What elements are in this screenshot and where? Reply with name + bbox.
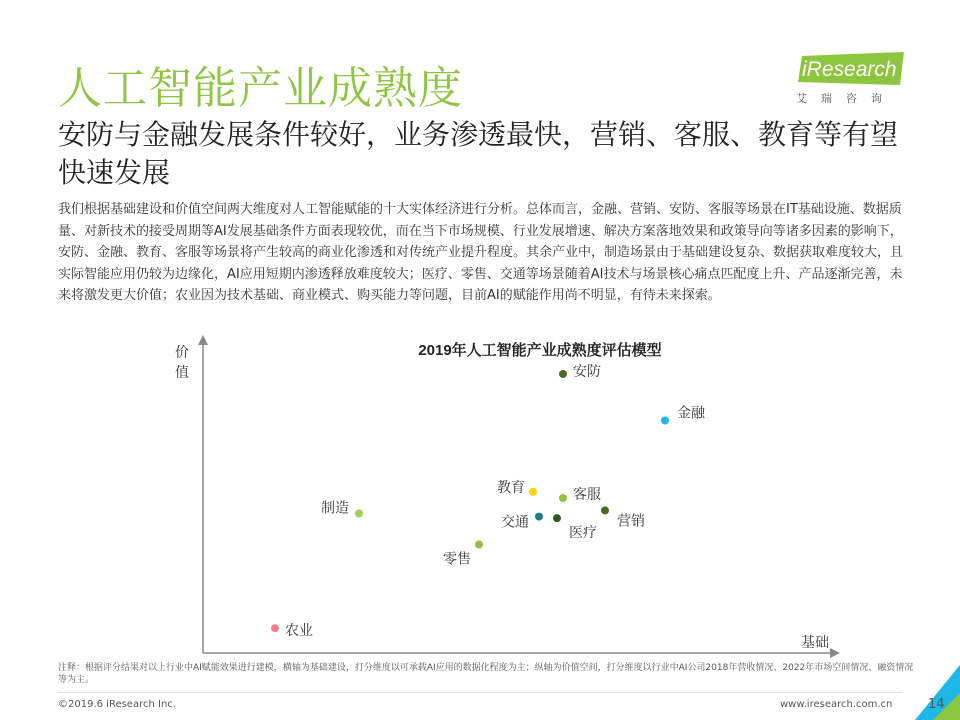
data-point-1 [661, 417, 669, 425]
scatter-chart [160, 335, 840, 660]
data-label-2: 教育 [497, 479, 525, 496]
data-point-0 [559, 370, 567, 378]
page-number: 14 [928, 697, 945, 712]
data-point-8 [475, 541, 483, 549]
chart-title: 2019年人工智能产业成熟度评估模型 [418, 342, 662, 359]
data-points [271, 364, 706, 639]
data-label-8: 零售 [443, 551, 471, 568]
y-axis-label: 价值 [175, 345, 189, 381]
footnote: 注释：根据评分结果对以上行业中AI赋能效果进行建模，横轴为基础建设，打分维度以可承载AI应用的数据化程度为主；纵轴为价值空间，打分维度以行业中AI公司2018年营收情况、2022年市场空间情况、融资情况等为主。 [58, 663, 914, 685]
data-point-4 [601, 506, 609, 514]
footer-divider [58, 692, 902, 693]
logo-cn-text: 艾瑞咨询 [796, 92, 896, 105]
logo-text: iResearch [802, 58, 897, 81]
data-point-9 [271, 624, 279, 632]
data-label-7: 制造 [321, 500, 349, 517]
copyright-text: ©2019.6 iResearch Inc. [58, 699, 176, 710]
data-label-1: 金融 [677, 405, 705, 422]
x-axis-label: 基础 [801, 635, 829, 651]
page-title: 人工智能产业成熟度 [58, 63, 463, 114]
data-label-5: 交通 [501, 514, 529, 531]
data-point-3 [559, 494, 567, 502]
data-point-2 [529, 488, 537, 496]
data-label-4: 营销 [617, 513, 645, 530]
data-label-6: 医疗 [569, 525, 597, 542]
page-subtitle: 安防与金融发展条件较好，业务渗透最快，营销、客服、教育等有望快速发展 [58, 118, 899, 189]
website-link[interactable]: www.iresearch.com.cn [780, 699, 893, 710]
body-paragraph: 我们根据基础建设和价值空间两大维度对人工智能赋能的十大实体经济进行分析。总体而言，金融、营销、安防、客服等场景在IT基础设施、数据质量、对新技术的接受周期等AI发展基础条件方面表现较优，而在当下市场规模、行业发展增速、解决方案落地效果和政策导向等诸多因素的影响下，安防、金融、教育、客服等场景将产生较高的商业化渗透和对传统产业提升程度。其余产业中，制造场景由于基础建设复杂、数据获取难度较大，且实际智能应用仍较为边缘化，AI应用短期内渗透释放难度较大；医疗、零售、交通等场景随着AI技术与场景核心痛点匹配度上升、产品逐渐完善，未来将激发更大价值；农业因为技术基础、商业模式、购买能力等问题，目前AI的赋能作用尚不明显，有待未来探索。 [58, 202, 904, 303]
data-label-9: 农业 [285, 623, 313, 640]
data-point-7 [355, 510, 363, 518]
data-point-5 [535, 513, 543, 521]
data-label-0: 安防 [573, 364, 601, 380]
iresearch-logo [792, 52, 914, 108]
data-point-6 [553, 514, 561, 522]
data-label-3: 客服 [573, 487, 601, 503]
